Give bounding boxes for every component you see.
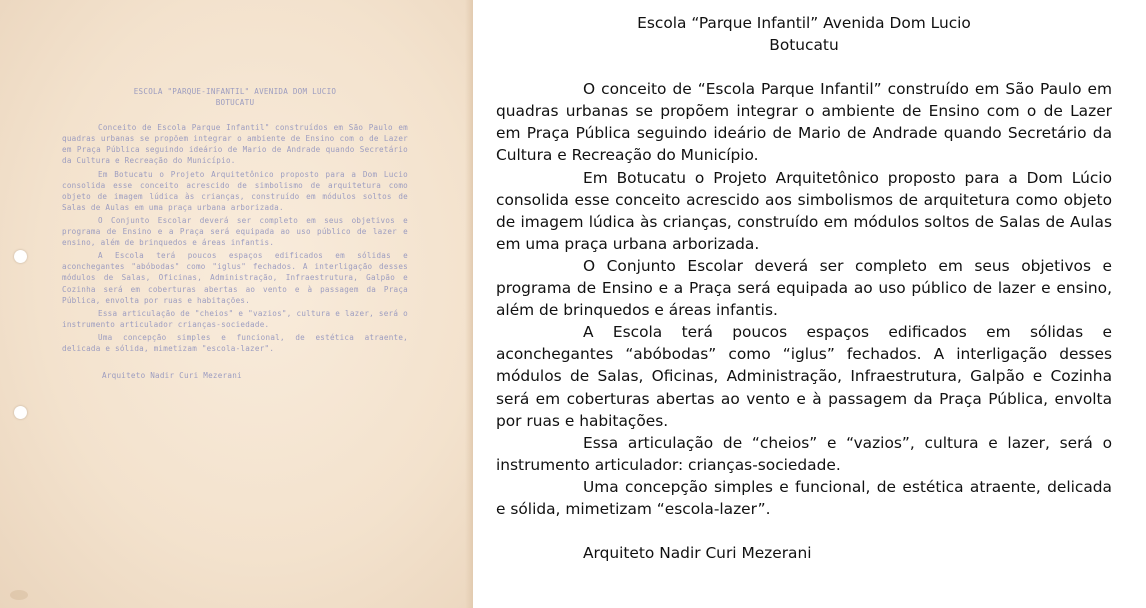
scan-paragraph: A Escola terá poucos espaços edificados em sólidas e aconchegantes "abóbodas" como "iglus" fechados. A interligação desses módulos de Salas, Oficinas, Administração, Infraestrutura, Galpão e Cozinha será em coberturas abertas ao vento e à passagem da Praça Pública, envolta por ruas e habitações. xyxy=(62,251,408,305)
scan-paragraph: Em Botucatu o Projeto Arquitetônico proposto para a Dom Lucio consolida esse conceito acrescido de simbolismo de arquitetura como objeto de imagem lúdica às crianças, construído em módulos soltos de Salas de Aulas em uma praça urbana arborizada. xyxy=(62,169,408,212)
signature: Arquiteto Nadir Curi Mezerani xyxy=(583,544,812,563)
scan-paragraph: Essa articulação de "cheios" e "vazios", cultura e lazer, será o instrumento articulador crianças-sociedade. xyxy=(62,308,408,329)
paragraph: Essa articulação de “cheios” e “vazios”, cultura e lazer, será o instrumento articulador: crianças-sociedade. xyxy=(496,433,1112,474)
document-subtitle: Botucatu xyxy=(769,36,839,55)
punch-hole xyxy=(14,250,27,263)
paragraph: O conceito de “Escola Parque Infantil” construído em São Paulo em quadras urbanas se propõem integrar o ambiente de Ensino com o de Lazer em Praça Pública seguindo ideário de Mario de Andrade quando Secretário da Cultura e Recreação do Município. xyxy=(496,80,1112,165)
typewritten-text xyxy=(62,86,408,381)
scan-signature: Arquiteto Nadir Curi Mezerani xyxy=(102,371,242,381)
scanned-document-image xyxy=(0,0,473,608)
paper-edge-shadow xyxy=(465,0,473,608)
document-title: Escola “Parque Infantil” Avenida Dom Lucio xyxy=(637,14,971,32)
scan-paragraph: Conceito de Escola Parque Infantil" construídos em São Paulo em quadras urbanas se propõem integrar o ambiente de Ensino com o de Lazer em Praça Pública seguindo ideário de Mario de Andrade quando Secretário da Cultura e Recreação do Município. xyxy=(62,123,408,166)
paper-stain xyxy=(10,590,28,600)
scan-title-line2: BOTUCATU xyxy=(215,98,255,108)
paragraph: Em Botucatu o Projeto Arquitetônico proposto para a Dom Lúcio consolida esse conceito acrescido aos simbolismos de arquitetura como objeto de imagem lúdica às crianças, construído em módulos soltos de Salas de Aulas em uma praça urbana arborizada. xyxy=(496,168,1112,253)
scan-title-line1: ESCOLA "PARQUE-INFANTIL" AVENIDA DOM LUCIO xyxy=(133,87,337,96)
spacer xyxy=(496,56,1112,78)
scan-paragraph: O Conjunto Escolar deverá ser completo em seus objetivos e programa de Ensino e a Praça será equipada ao uso público de lazer e ensino, além de brinquedos e áreas infantis. xyxy=(62,215,408,248)
transcription xyxy=(496,12,1112,564)
scan-paragraph: Uma concepção simples e funcional, de estética atraente, delicada e sólida, mimetizam "escola-lazer". xyxy=(62,332,408,353)
paragraph: Uma concepção simples e funcional, de estética atraente, delicada e sólida, mimetizam “escola-lazer”. xyxy=(496,477,1112,518)
paragraph: A Escola terá poucos espaços edificados em sólidas e aconchegantes “abóbodas” como “iglus” fechados. A interligação desses módulos de Salas, Oficinas, Administração, Infraestrutura, Galpão e Cozinha será em coberturas abertas ao vento e à passagem da Praça Pública, envolta por ruas e habitações. xyxy=(496,323,1112,430)
paragraph: O Conjunto Escolar deverá ser completo em seus objetivos e programa de Ensino e a Praça será equipada ao uso público de lazer e ensino, além de brinquedos e áreas infantis. xyxy=(496,256,1112,320)
punch-hole xyxy=(14,406,27,419)
